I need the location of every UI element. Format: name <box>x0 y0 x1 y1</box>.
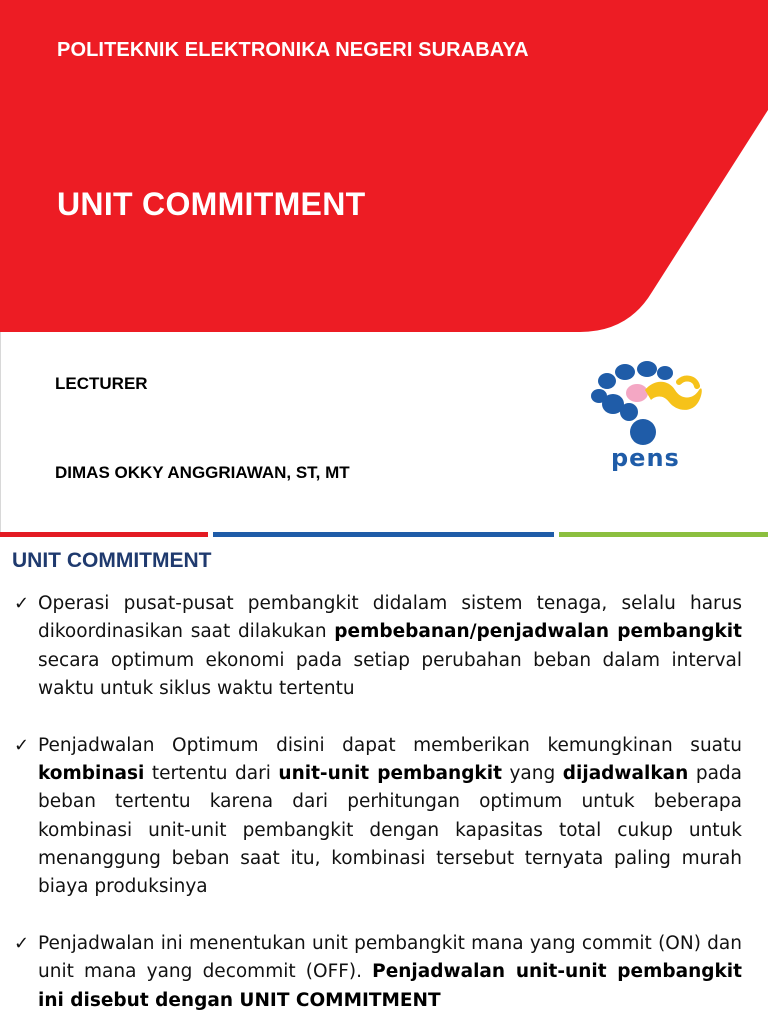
bullet-list <box>14 590 742 1024</box>
bullet-text: tertentu dari <box>144 762 279 784</box>
divider-stripe-green <box>559 532 768 537</box>
bullet-bold-text: kombinasi <box>38 762 145 784</box>
institution-name: POLITEKNIK ELEKTRONIKA NEGERI SURABAYA <box>57 39 529 61</box>
bullet-text: Penjadwalan ini menentukan unit pembangkit mana yang commit (ON) dan unit mana yang decommit (OFF). <box>38 932 742 983</box>
slide-title: UNIT COMMITMENT <box>57 186 366 222</box>
bullet-item <box>14 590 742 703</box>
lecturer-label: LECTURER <box>55 374 148 393</box>
checkmark-icon: ✓ <box>14 932 30 954</box>
bullet-bold-text: unit-unit pembangkit <box>278 762 502 784</box>
bullet-text: pada beban tertentu karena dari perhitungan optimum untuk beberapa kombinasi unit-unit pembangkit dengan kapasitas total cukup untuk menanggung beban saat itu, kombinasi tersebut ternyata paling murah biaya produksinya <box>38 762 742 898</box>
divider-stripe-blue <box>213 532 554 537</box>
checkmark-icon: ✓ <box>14 593 30 614</box>
bullet-bold-text: dijadwalkan <box>562 762 689 784</box>
divider-stripe-red <box>0 532 208 537</box>
lecturer-name: DIMAS OKKY ANGGRIAWAN, ST, MT <box>55 463 350 482</box>
bullet-bold-text: Penjadwalan unit-unit pembangkit ini disebut dengan UNIT COMMITMENT <box>38 961 742 1011</box>
bullet-item <box>14 930 742 1015</box>
bullet-text: yang <box>501 762 563 784</box>
bullet-text: secara optimum ekonomi pada setiap perubahan beban dalam interval waktu untuk siklus waktu tertentu <box>38 649 742 699</box>
bullet-item <box>14 732 742 902</box>
bullet-text: Penjadwalan Optimum disini dapat memberikan kemungkinan suatu <box>38 734 742 756</box>
pens-logo <box>585 360 705 472</box>
section-heading: UNIT COMMITMENT <box>12 549 212 572</box>
slide-border <box>0 332 1 532</box>
pens-logo-text: pens <box>611 444 680 472</box>
bullet-bold-text: pembebanan/penjadwalan pembangkit <box>334 621 742 643</box>
bullet-text: Operasi pusat-pusat pembangkit didalam sistem tenaga, selalu harus dikoordinasikan saat dilakukan <box>38 593 742 643</box>
checkmark-icon: ✓ <box>14 734 30 756</box>
